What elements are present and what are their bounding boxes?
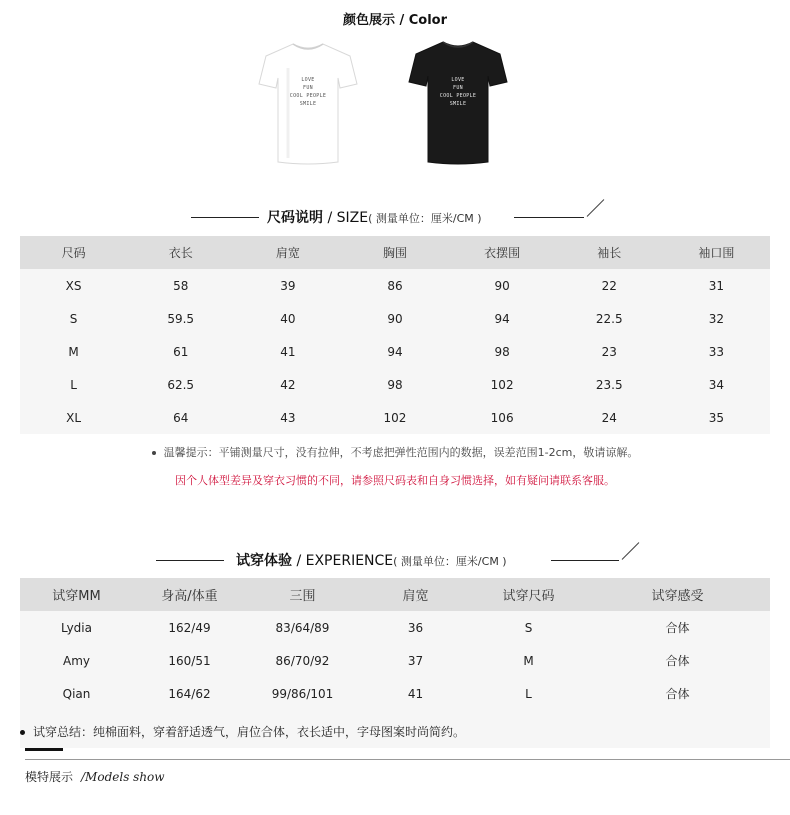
table-row <box>20 335 770 368</box>
table-cell: 35 <box>708 410 725 425</box>
table-cell: 23 <box>601 344 617 359</box>
models-section-title: 模特展示 /Models show <box>25 770 165 784</box>
size-header-cell: 尺码 <box>20 236 127 269</box>
table-cell: 98 <box>387 377 403 392</box>
table-cell: 90 <box>494 278 510 293</box>
size-section-header <box>0 205 790 229</box>
table-cell: 64 <box>173 410 189 425</box>
table-row <box>20 302 770 335</box>
table-cell: 31 <box>708 278 725 293</box>
size-header-cell: 衣长 <box>127 236 234 269</box>
table-cell: 106 <box>490 410 514 425</box>
table-cell: 合体 <box>665 621 690 635</box>
size-header-cell: 肩宽 <box>234 236 341 269</box>
table-cell: 合体 <box>665 654 690 668</box>
table-cell: 41 <box>280 344 296 359</box>
table-cell: 98 <box>494 344 510 359</box>
experience-header-slash <box>622 542 640 560</box>
size-section-title: 尺码说明 / SIZE( 测量单位：厘米/CM ) <box>267 210 482 226</box>
table-cell: 94 <box>387 344 403 359</box>
table-cell: Amy <box>63 653 90 668</box>
table-cell: 34 <box>708 377 725 392</box>
table-row <box>20 677 770 710</box>
table-cell: 94 <box>494 311 510 326</box>
table-cell: L <box>70 377 77 392</box>
table-cell: 23.5 <box>595 377 623 392</box>
experience-table <box>20 578 770 710</box>
experience-summary-text: 试穿总结：纯棉面料，穿着舒适透气，肩位合体，衣长适中，字母图案时尚简约。 <box>20 723 465 740</box>
experience-header-cell: 肩宽 <box>359 578 472 611</box>
size-header-cell: 袖长 <box>556 236 663 269</box>
black-tshirt-print: LOVE FUN COOL PEOPLE SMILE <box>439 77 477 107</box>
table-cell: 83/64/89 <box>275 620 330 635</box>
experience-header-right-line <box>551 560 619 561</box>
bullet-icon <box>20 730 25 735</box>
table-cell: 合体 <box>665 687 690 701</box>
table-row <box>20 368 770 401</box>
table-cell: 86 <box>387 278 403 293</box>
experience-header-cell: 身高/体重 <box>133 578 246 611</box>
table-cell: 24 <box>601 410 617 425</box>
table-cell: Lydia <box>61 620 92 635</box>
table-cell: 102 <box>490 377 514 392</box>
size-header-cell: 袖口围 <box>663 236 770 269</box>
table-row <box>20 611 770 644</box>
size-header-cell: 衣摆围 <box>449 236 556 269</box>
models-divider <box>25 759 790 760</box>
white-tshirt-image <box>258 38 358 166</box>
experience-header-cell: 三围 <box>246 578 359 611</box>
table-cell: Qian <box>62 686 91 701</box>
black-tshirt-image <box>408 38 508 166</box>
color-section-title: 颜色展示 / Color <box>342 13 448 28</box>
table-cell: 59.5 <box>167 311 195 326</box>
table-cell: 22 <box>601 278 617 293</box>
table-cell: M <box>523 653 534 668</box>
models-accent-bar <box>25 748 63 751</box>
table-cell: XL <box>66 410 82 425</box>
experience-header-left-line <box>156 560 224 561</box>
table-cell: 160/51 <box>168 653 211 668</box>
table-cell: 40 <box>280 311 296 326</box>
experience-section-title: 试穿体验 / EXPERIENCE( 测量单位：厘米/CM ) <box>236 553 507 569</box>
table-cell: 86/70/92 <box>275 653 330 668</box>
table-cell: 62.5 <box>167 377 195 392</box>
experience-section-header <box>0 548 790 572</box>
table-cell: 102 <box>383 410 407 425</box>
table-cell: 43 <box>280 410 296 425</box>
table-cell: 33 <box>708 344 725 359</box>
size-note: 温馨提示：平铺测量尺寸，没有拉伸，不考虑把弹性范围内的数据，误差范围1-2cm，敬请谅解。 <box>0 444 790 460</box>
table-cell: 22.5 <box>595 311 623 326</box>
table-cell: 58 <box>173 278 189 293</box>
table-cell: 164/62 <box>168 686 211 701</box>
bullet-icon <box>152 451 156 455</box>
experience-summary <box>20 710 770 748</box>
table-cell: 36 <box>407 620 424 635</box>
table-row <box>20 401 770 434</box>
size-table <box>20 236 770 434</box>
size-header-slash <box>587 199 605 217</box>
table-cell: 90 <box>387 311 403 326</box>
table-cell: S <box>69 311 78 326</box>
table-cell: 37 <box>407 653 424 668</box>
table-cell: 39 <box>280 278 296 293</box>
size-table-header-row <box>20 236 770 269</box>
table-row <box>20 644 770 677</box>
size-warning: 因个人体型差异及穿衣习惯的不同，请参照尺码表和自身习惯选择，如有疑问请联系客服。 <box>175 474 615 487</box>
table-cell: 61 <box>173 344 189 359</box>
experience-header-cell: 试穿MM <box>20 578 133 611</box>
table-cell: XS <box>65 278 82 293</box>
table-cell: S <box>524 620 533 635</box>
table-cell: 162/49 <box>168 620 211 635</box>
table-cell: 41 <box>407 686 424 701</box>
table-cell: 32 <box>708 311 725 326</box>
table-cell: L <box>525 686 532 701</box>
table-row <box>20 269 770 302</box>
experience-header-cell: 试穿感受 <box>585 578 770 611</box>
size-header-right-line <box>514 217 584 218</box>
table-cell: M <box>68 344 79 359</box>
table-cell: 42 <box>280 377 296 392</box>
experience-table-header-row <box>20 578 770 611</box>
white-tshirt-print: LOVE FUN COOL PEOPLE SMILE <box>289 77 327 107</box>
experience-header-cell: 试穿尺码 <box>472 578 585 611</box>
size-header-cell: 胸围 <box>341 236 448 269</box>
size-header-left-line <box>191 217 259 218</box>
table-cell: 99/86/101 <box>271 686 334 701</box>
